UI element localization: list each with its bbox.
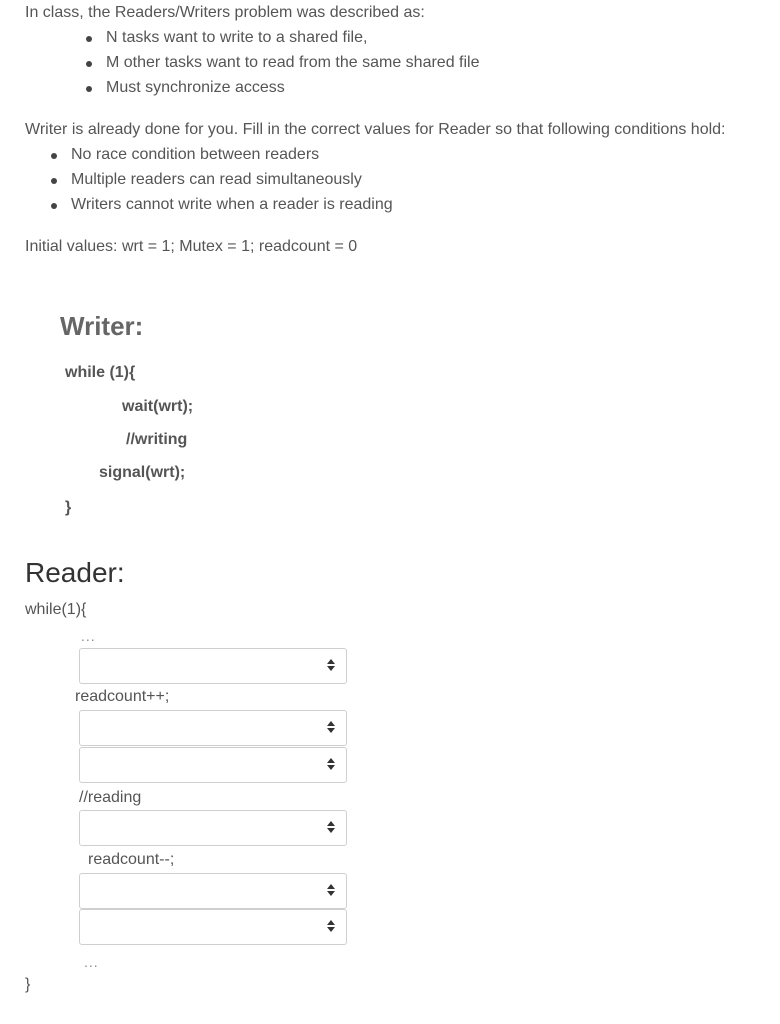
writer-writing-comment: //writing — [126, 431, 188, 448]
task-text: Writer is already done for you. Fill in the correct values for Reader so that following conditions hold: — [25, 121, 726, 138]
intro-bullet: M other tasks want to read from the same shared file — [106, 54, 480, 71]
reader-heading: Reader: — [25, 557, 125, 588]
reader-select-1[interactable] — [79, 648, 347, 684]
intro-bullet: Must synchronize access — [106, 79, 285, 96]
select-arrows-icon — [326, 821, 336, 835]
writer-wait-line: wait(wrt); — [122, 398, 194, 415]
readcount-increment-line: readcount++; — [75, 688, 170, 705]
reader-select-4[interactable] — [79, 810, 347, 846]
reader-while-line: while(1){ — [25, 601, 87, 618]
condition-bullet: Multiple readers can read simultaneously — [71, 171, 362, 188]
intro-bullet: N tasks want to write to a shared file, — [106, 29, 368, 46]
condition-bullet: Writers cannot write when a reader is reading — [71, 196, 393, 213]
select-arrows-icon — [326, 659, 336, 673]
select-arrows-icon — [326, 884, 336, 898]
reader-select-3[interactable] — [79, 747, 347, 783]
reader-closing-brace: } — [25, 976, 31, 993]
select-arrows-icon — [326, 758, 336, 772]
reader-select-6[interactable] — [79, 909, 347, 945]
writer-while-line: while (1){ — [65, 364, 136, 381]
select-arrows-icon — [326, 920, 336, 934]
readcount-decrement-line: readcount--; — [88, 851, 175, 868]
reader-ellipsis-bottom: ... — [84, 954, 99, 970]
initial-values: Initial values: wrt = 1; Mutex = 1; readcount = 0 — [25, 238, 358, 255]
reading-comment: //reading — [79, 789, 142, 806]
reader-select-2[interactable] — [79, 710, 347, 746]
condition-bullet: No race condition between readers — [71, 146, 320, 163]
reader-select-5[interactable] — [79, 873, 347, 909]
select-arrows-icon — [326, 721, 336, 735]
writer-heading: Writer: — [60, 311, 144, 341]
writer-signal-line: signal(wrt); — [99, 464, 186, 481]
reader-ellipsis-top: ... — [81, 628, 96, 644]
intro-text: In class, the Readers/Writers problem was described as: — [25, 4, 425, 21]
writer-closing-brace: } — [65, 499, 72, 516]
